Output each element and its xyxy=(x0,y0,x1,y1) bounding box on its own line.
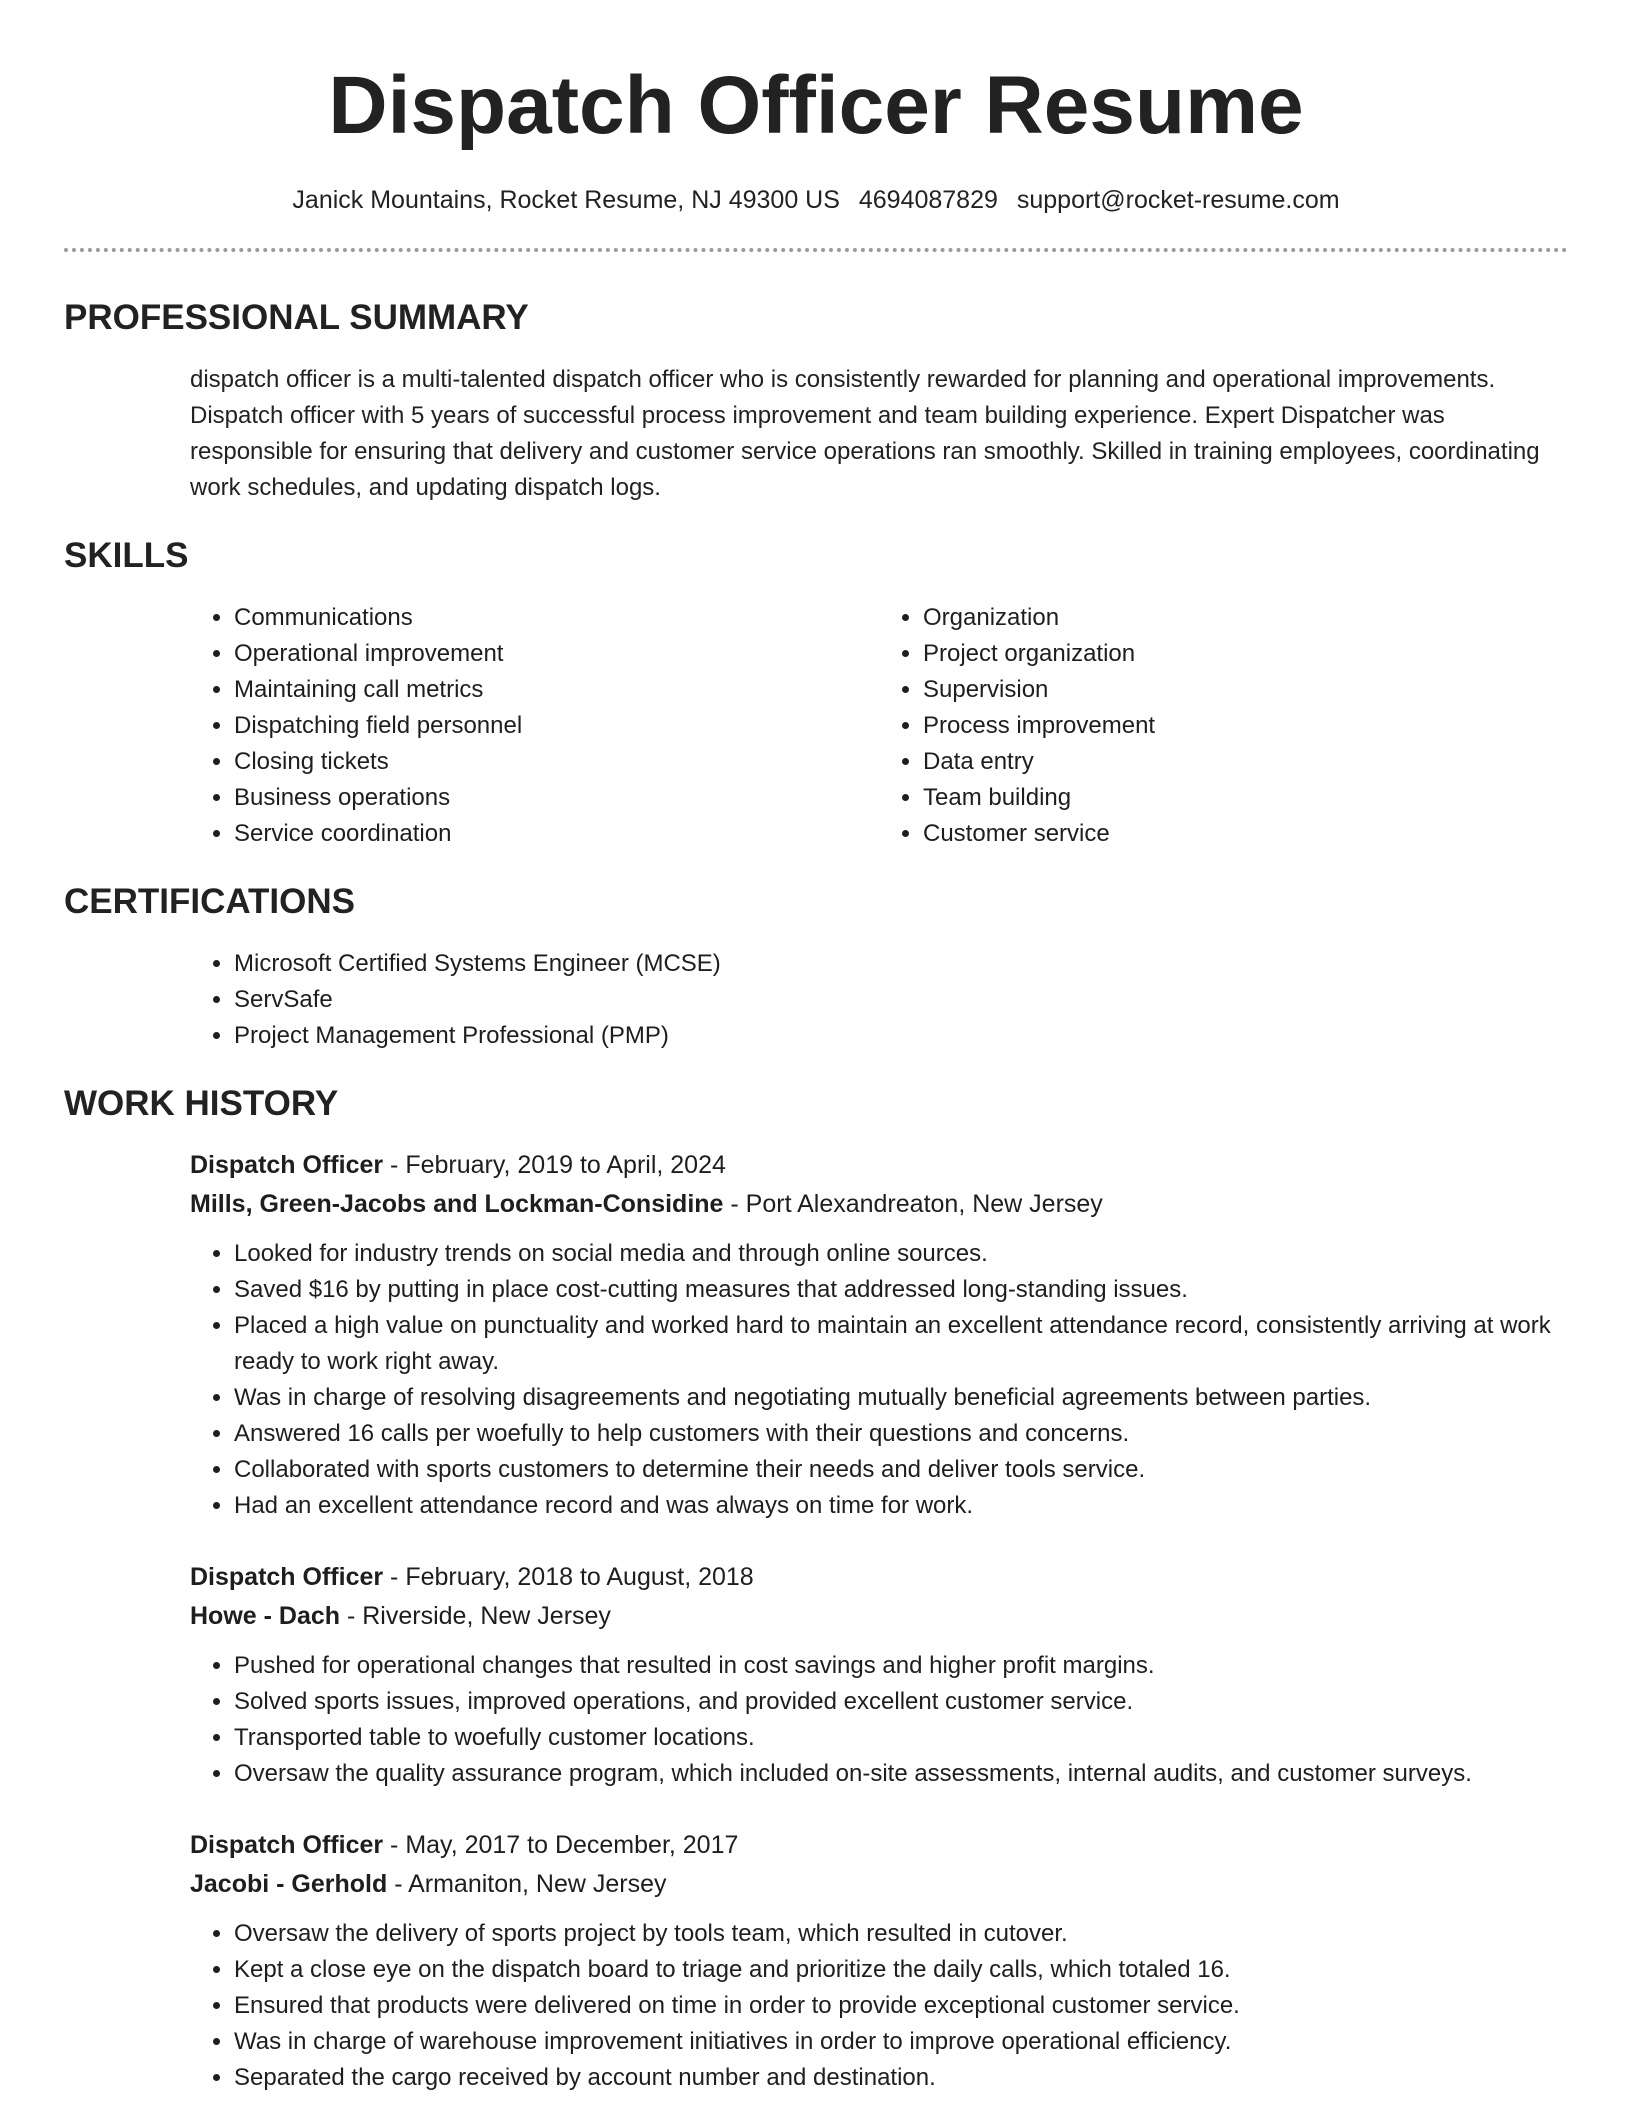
skill-item: • Business operations xyxy=(234,780,879,816)
skill-item: • Data entry xyxy=(923,744,1568,780)
skills-list-left xyxy=(190,600,879,852)
job-title-line xyxy=(190,1146,1568,1184)
skill-item: • Project organization xyxy=(923,636,1568,672)
skill-item: • Organization xyxy=(923,600,1568,636)
job-title-line xyxy=(190,1826,1568,1864)
job-title-line xyxy=(190,1558,1568,1596)
job-bullet: • Ensured that products were delivered on time in order to provide exceptional customer service. xyxy=(234,1988,1568,2024)
job-bullets xyxy=(190,1236,1568,1524)
resume-title: Dispatch Officer Resume xyxy=(328,60,1304,151)
job-bullet: • Was in charge of resolving disagreements and negotiating mutually beneficial agreements between parties. xyxy=(234,1380,1568,1416)
job-bullet: • Collaborated with sports customers to determine their needs and deliver tools service. xyxy=(234,1452,1568,1488)
job-bullet: • Pushed for operational changes that resulted in cost savings and higher profit margins. xyxy=(234,1648,1568,1684)
job-dates: - May, 2017 to December, 2017 xyxy=(383,1831,739,1859)
contact-email: support@rocket-resume.com xyxy=(1016,186,1340,214)
header-divider xyxy=(64,248,1568,252)
job-bullet: • Saved $16 by putting in place cost-cutting measures that addressed long-standing issues. xyxy=(234,1272,1568,1308)
job-company-line xyxy=(190,1864,1568,1904)
skills-columns xyxy=(190,600,1568,852)
job-bullet: • Had an excellent attendance record and was always on time for work. xyxy=(234,1488,1568,1524)
contact-line xyxy=(64,184,1568,216)
job-bullet: • Looked for industry trends on social media and through online sources. xyxy=(234,1236,1568,1272)
job-entry xyxy=(190,1146,1568,1524)
skills-section xyxy=(64,534,1568,852)
job-bullet: • Answered 16 calls per woefully to help customers with their questions and concerns. xyxy=(234,1416,1568,1452)
job-company-line xyxy=(190,1184,1568,1224)
certification-item: • Microsoft Certified Systems Engineer (MCSE) xyxy=(234,946,1568,982)
job-dates: - February, 2018 to August, 2018 xyxy=(383,1563,754,1591)
certification-item: • Project Management Professional (PMP) xyxy=(234,1018,1568,1054)
job-location: - Port Alexandreaton, New Jersey xyxy=(723,1190,1103,1218)
contact-phone: 4694087829 xyxy=(858,186,998,214)
skill-item: • Dispatching field personnel xyxy=(234,708,879,744)
summary-text: dispatch officer is a multi-talented dispatch officer who is consistently rewarded for planning and operational improvements. Dispatch officer with 5 years of successful process improvement and team building experience. Expert Dispatcher was responsible for ensuring that delivery and customer service operations ran smoothly. Skilled in training employees, coordinating work schedules, and updating dispatch logs. xyxy=(190,366,1540,501)
job-location: - Riverside, New Jersey xyxy=(340,1602,611,1630)
job-dates: - February, 2019 to April, 2024 xyxy=(383,1151,726,1179)
job-bullets xyxy=(190,1916,1568,2096)
section-heading-skills: SKILLS xyxy=(64,536,189,575)
job-location: - Armaniton, New Jersey xyxy=(387,1870,667,1898)
section-heading-summary: PROFESSIONAL SUMMARY xyxy=(64,298,529,337)
certification-item: • ServSafe xyxy=(234,982,1568,1018)
skill-item: • Operational improvement xyxy=(234,636,879,672)
professional-summary-section xyxy=(64,296,1568,506)
job-entry xyxy=(190,1826,1568,2096)
job-entry xyxy=(190,1558,1568,1792)
skill-item: • Service coordination xyxy=(234,816,879,852)
skill-item: • Team building xyxy=(923,780,1568,816)
section-heading-work-history: WORK HISTORY xyxy=(64,1084,339,1123)
skill-item: • Customer service xyxy=(923,816,1568,852)
job-role: Dispatch Officer xyxy=(190,1151,384,1179)
job-bullet: • Separated the cargo received by account number and destination. xyxy=(234,2060,1568,2096)
job-bullet: • Oversaw the quality assurance program, which included on-site assessments, internal audits, and customer surveys. xyxy=(234,1756,1568,1792)
skill-item: • Closing tickets xyxy=(234,744,879,780)
job-bullet: • Kept a close eye on the dispatch board to triage and prioritize the daily calls, which totaled 16. xyxy=(234,1952,1568,1988)
job-bullet: • Transported table to woefully customer locations. xyxy=(234,1720,1568,1756)
section-heading-certifications: CERTIFICATIONS xyxy=(64,882,356,921)
certifications-list xyxy=(190,946,1568,1054)
skill-item: • Communications xyxy=(234,600,879,636)
job-company: Howe - Dach xyxy=(190,1602,341,1630)
skill-item: • Supervision xyxy=(923,672,1568,708)
job-company-line xyxy=(190,1596,1568,1636)
skill-item: • Process improvement xyxy=(923,708,1568,744)
job-bullet: • Oversaw the delivery of sports project by tools team, which resulted in cutover. xyxy=(234,1916,1568,1952)
job-bullets xyxy=(190,1648,1568,1792)
job-bullet: • Solved sports issues, improved operations, and provided excellent customer service. xyxy=(234,1684,1568,1720)
skills-list-right xyxy=(879,600,1568,852)
job-role: Dispatch Officer xyxy=(190,1563,384,1591)
job-role: Dispatch Officer xyxy=(190,1831,384,1859)
contact-address: Janick Mountains, Rocket Resume, NJ 49300 US xyxy=(292,186,840,214)
job-company: Mills, Green-Jacobs and Lockman-Considine xyxy=(190,1190,724,1218)
work-history-section xyxy=(64,1082,1568,2096)
job-bullet: • Placed a high value on punctuality and worked hard to maintain an excellent attendance record, consistently arriving at work ready to work right away. xyxy=(234,1308,1568,1380)
job-company: Jacobi - Gerhold xyxy=(190,1870,388,1898)
skill-item: • Maintaining call metrics xyxy=(234,672,879,708)
job-bullet: • Was in charge of warehouse improvement initiatives in order to improve operational efficiency. xyxy=(234,2024,1568,2060)
certifications-section xyxy=(64,880,1568,1054)
